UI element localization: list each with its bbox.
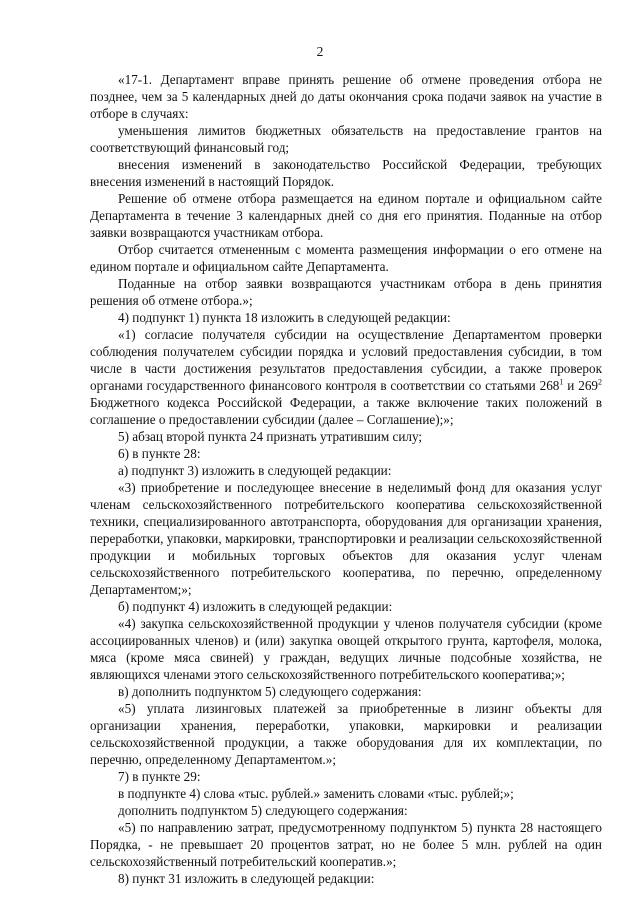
- paragraph-subitem-1-consent: [90, 326, 602, 428]
- consent-text-middle: и 269: [563, 378, 599, 393]
- paragraph-legislation-changes: внесения изменений в законодательство Российской Федерации, требующих внесения изменений в настоящий Порядок.: [90, 157, 602, 189]
- paragraph-cancellation-publication: Решение об отмене отбора размещается на едином портале и официальном сайте Департамента в течение 3 календарных дней со дня его принятия. Поданные на отбор заявки возвращаются участникам отбора.: [90, 191, 602, 240]
- article-superscript-2: 2: [598, 377, 603, 387]
- article-superscript-1: 1: [559, 377, 564, 387]
- paragraph-subitem-a: а) подпункт 3) изложить в следующей редакции:: [118, 463, 392, 478]
- paragraph-cancellation-moment: Отбор считается отмененным с момента размещения информации о его отмене на едином портале и официальном сайте Департамента.: [90, 242, 602, 274]
- paragraph-17-1-intro: «17-1. Департамент вправе принять решение об отмене проведения отбора не позднее, чем за 5 календарных дней до даты окончания срока подачи заявок на участие в отборе в случаях:: [90, 72, 602, 121]
- paragraph-item-7-add: дополнить подпунктом 5) следующего содержания:: [118, 803, 408, 818]
- paragraph-limits-reduction: уменьшения лимитов бюджетных обязательств на предоставление грантов на соответствующий финансовый год;: [90, 123, 602, 155]
- consent-text-before: «1) согласие получателя субсидии на осуществление Департаментом проверки соблюдения получателем субсидии порядка и условий предоставления субсидии, в том числе в части достижения результатов предоставления субсидии, а также проверок органами государственного финансового контроля в соответствии со статьями 268: [90, 327, 602, 393]
- paragraph-subitem-3-text: «3) приобретение и последующее внесение в неделимый фонд для оказания услуг членам сельскохозяйственного потребительского кооператива сельскохозяйственной техники, специализированного автотранспорта, оборудования для организации хранения, переработки, упаковки, маркировки, транспортировки и реализации сельскохозяйственной продукции и мобильных торговых объектов для оказания услуг членам сельскохозяйственного потребительского кооператива, по перечню, определенному Департаментом;»;: [90, 480, 602, 597]
- paragraph-subitem-5-leasing: «5) уплата лизинговых платежей за приобретенные в лизинг объекты для организации хранения, переработки, упаковки, маркировки и реализации сельскохозяйственной продукции, а также оборудования для их комплектации, по перечню, определенному Департаментом.»;: [90, 701, 602, 767]
- paragraph-item-7-words-replace: в подпункте 4) слова «тыс. рублей.» заменить словами «тыс. рублей;»;: [118, 786, 514, 801]
- paragraph-subitem-4-text: «4) закупка сельскохозяйственной продукции у членов получателя субсидии (кроме ассоциированных членов) и (или) закупка овощей открытого грунта, картофеля, молока, мяса (кроме мяса свиней) у граждан, ведущих личные подсобные хозяйства, не являющихся членами этого сельскохозяйственного потребительского кооператива;»;: [90, 616, 602, 682]
- paragraph-item-4: 4) подпункт 1) пункта 18 изложить в следующей редакции:: [118, 310, 451, 325]
- paragraph-subitem-b: б) подпункт 4) изложить в следующей редакции:: [118, 599, 393, 614]
- consent-text-after: Бюджетного кодекса Российской Федерации, а также включение таких положений в соглашение о предоставлении субсидии (далее – Соглашение);»;: [90, 395, 602, 427]
- paragraph-item-8: 8) пункт 31 изложить в следующей редакции:: [118, 871, 375, 886]
- page-number: 2: [316, 44, 324, 59]
- document-body: [90, 71, 602, 887]
- paragraph-item-6: 6) в пункте 28:: [118, 446, 201, 461]
- paragraph-subitem-v: в) дополнить подпунктом 5) следующего содержания:: [118, 684, 422, 699]
- paragraph-subitem-5-limit: «5) по направлению затрат, предусмотренному подпунктом 5) пункта 28 настоящего Порядка, - не превышает 20 процентов затрат, но не более 5 млн. рублей на один сельскохозяйственный потребительский кооператив.»;: [90, 820, 602, 869]
- paragraph-applications-return: Поданные на отбор заявки возвращаются участникам отбора в день принятия решения об отмене отбора.»;: [90, 276, 602, 308]
- paragraph-item-7: 7) в пункте 29:: [118, 769, 201, 784]
- paragraph-item-5: 5) абзац второй пункта 24 признать утратившим силу;: [118, 429, 423, 444]
